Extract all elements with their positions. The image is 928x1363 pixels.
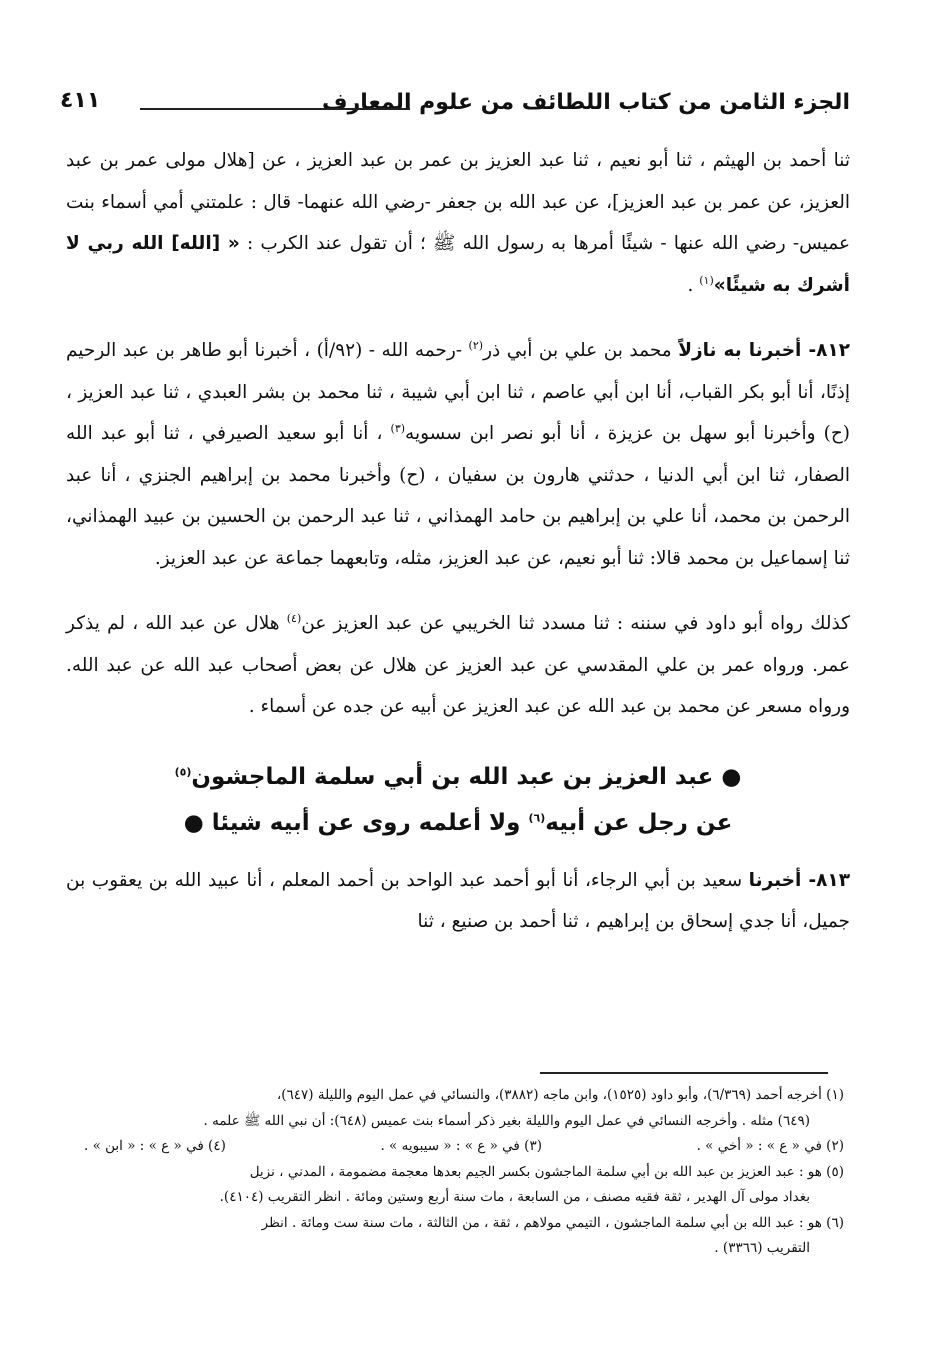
paragraph-813-text: سعيد بن أبي الرجاء، أنا أبو أحمد عبد الواحد بن أحمد المعلم ، أنا عبيد الله بن يعقوب بن جميل، أنا جدي إسحاق بن إبراهيم ، ثنا أحمد بن صنيع ، ثنا bbox=[66, 869, 850, 932]
section-heading-text-1: ● عبد العزيز بن عبد الله بن أبي سلمة الماجشون bbox=[191, 763, 742, 790]
footnote-6 bbox=[84, 1211, 844, 1262]
paragraph-1-end: . bbox=[687, 274, 700, 296]
hadith-number-812: ٨١٢- أخبرنا به نازلاً bbox=[678, 340, 850, 361]
footnote-5-line-1: (٥) هو : عبد العزيز بن عبد الله بن أبي سلمة الماجشون بكسر الجيم بعدها معجمة مضمومة ، المدني ، نزيل bbox=[249, 1163, 844, 1180]
footnote-5 bbox=[84, 1160, 844, 1211]
running-header bbox=[60, 88, 850, 128]
footnotes bbox=[84, 1083, 844, 1262]
footnote-ref-3: (٣) bbox=[390, 421, 406, 435]
dua-quote: « [الله] الله ربي لا أشرك به شيئًا» bbox=[66, 233, 850, 296]
paragraph-1 bbox=[66, 140, 850, 306]
section-heading-line-2 bbox=[66, 800, 850, 846]
footnotes-2-4-row bbox=[84, 1134, 844, 1160]
section-heading-text-2b: ولا أعلمه روى عن أبيه شيئا ● bbox=[183, 809, 529, 836]
paragraph-812 bbox=[66, 330, 850, 579]
footnote-ref-5: (٥) bbox=[174, 764, 192, 778]
footnote-4: (٤) في « ع » : « ابن » . bbox=[84, 1138, 226, 1154]
paragraph-812-c: ، أنا أبو سعيد الصيرفي ، ثنا أبو عبد الله الصفار، ثنا ابن أبي الدنيا ، حدثني هارون بن سفيان ، (ح) وأخبرنا محمد بن إبراهيم الجنزي ، أنا عبد الرحمن بن محمد، أنا علي بن إبراهيم بن حامد الهمذاني ، ثنا عبد الرحمن بن الحسين بن عبيد الهمذاني، ثنا إسماعيل بن محمد قالا: ثنا أبو نعيم، عن عبد العزيز، مثله، وتابعهما جماعة عن عبد العزيز. bbox=[66, 423, 850, 569]
page-number: ٤١١ bbox=[60, 88, 101, 113]
section-heading-text-2a: عن رجل عن أبيه bbox=[545, 809, 733, 836]
paragraph-abu-dawud bbox=[66, 603, 850, 728]
footnote-6-line-2: التقريب (٣٣٦٦) . bbox=[714, 1240, 810, 1256]
footnote-ref-4: (٤) bbox=[286, 611, 302, 625]
footnote-rule bbox=[540, 1072, 828, 1074]
footnote-ref-6: (٦) bbox=[528, 810, 546, 824]
footnote-5-line-2: بغداد مولى آل الهدير ، ثقة فقيه مصنف ، من السابعة ، مات سنة أربع وستين ومائة . انظر التقريب (٤١٠٤). bbox=[219, 1189, 810, 1205]
section-heading-line-1 bbox=[66, 754, 850, 800]
paragraph-812-b: -رحمه الله - (٩٢/أ) ، أخبرنا أبو طاهر بن عبد الرحيم إذنًا، أنا أبو بكر القباب، أنا ابن أبي عاصم ، ثنا ابن أبي شيبة ، ثنا محمد بن بشر العبدي ، ثنا عبد العزيز ، (ح) وأخبرنا أبو سهل بن عزيزة ، أنا أبو نصر ابن سسويه bbox=[66, 340, 850, 444]
footnote-3: (٣) في « ع » : « سيبويه » . bbox=[380, 1138, 542, 1154]
paragraph-813 bbox=[66, 860, 850, 943]
footnote-1 bbox=[84, 1083, 844, 1134]
footnote-1-line-2: (٦٤٩) مثله . وأخرجه النسائي في عمل اليوم والليلة بغير ذكر أسماء بنت عميس (٦٤٨): أن نبي الله ﷺ علمه . bbox=[203, 1112, 810, 1129]
header-rule bbox=[140, 108, 410, 110]
footnote-ref-1: (١) bbox=[699, 273, 714, 287]
paragraph-1-text: ثنا أحمد بن الهيثم ، ثنا أبو نعيم ، ثنا عبد العزيز بن عمر بن عبد العزيز ، عن [هلال مولى عمر بن عبد العزيز، عن عمر بن عبد العزيز]، عن عبد الله بن جعفر -رضي الله عنهما- قال : علمتني أمي أسماء بنت عميس- رضي الله عنها - شيئًا أمرها به رسول الله ﷺ ؛ أن تقول عند الكرب : bbox=[66, 150, 850, 254]
main-text bbox=[66, 140, 850, 943]
footnote-2: (٢) في « ع » : « أخي » . bbox=[696, 1138, 844, 1154]
footnote-ref-2: (٢) bbox=[468, 338, 484, 352]
paragraph-abu-dawud-a: كذلك رواه أبو داود في سننه : ثنا مسدد ثنا الخريبي عن عبد العزيز عن bbox=[301, 613, 850, 634]
paragraph-abu-dawud-b: هلال عن عبد الله ، لم يذكر عمر. ورواه عمر بن علي المقدسي عن عبد العزيز عن هلال عن بعض أصحاب عبد الله عن عبد الله. ورواه مسعر عن محمد بن عبد الله عن عبد العزيز عن أبيه عن جده عن أسماء . bbox=[66, 613, 850, 717]
paragraph-812-a: محمد بن علي بن أبي ذر bbox=[483, 340, 679, 361]
header-title: الجزء الثامن من كتاب اللطائف من علوم المعارف bbox=[322, 90, 850, 115]
footnote-1-line-1: (١) أخرجه أحمد (٦/٣٦٩)، وأبو داود (١٥٢٥)، وابن ماجه (٣٨٨٢)، والنسائي في عمل اليوم والليلة (٦٤٧)، bbox=[276, 1087, 844, 1103]
hadith-number-813: ٨١٣- أخبرنا bbox=[748, 869, 850, 891]
footnote-6-line-1: (٦) هو : عبد الله بن أبي سلمة الماجشون ، التيمي مولاهم ، ثقة ، من الثالثة ، مات سنة ست ومائة . انظر bbox=[261, 1214, 844, 1231]
